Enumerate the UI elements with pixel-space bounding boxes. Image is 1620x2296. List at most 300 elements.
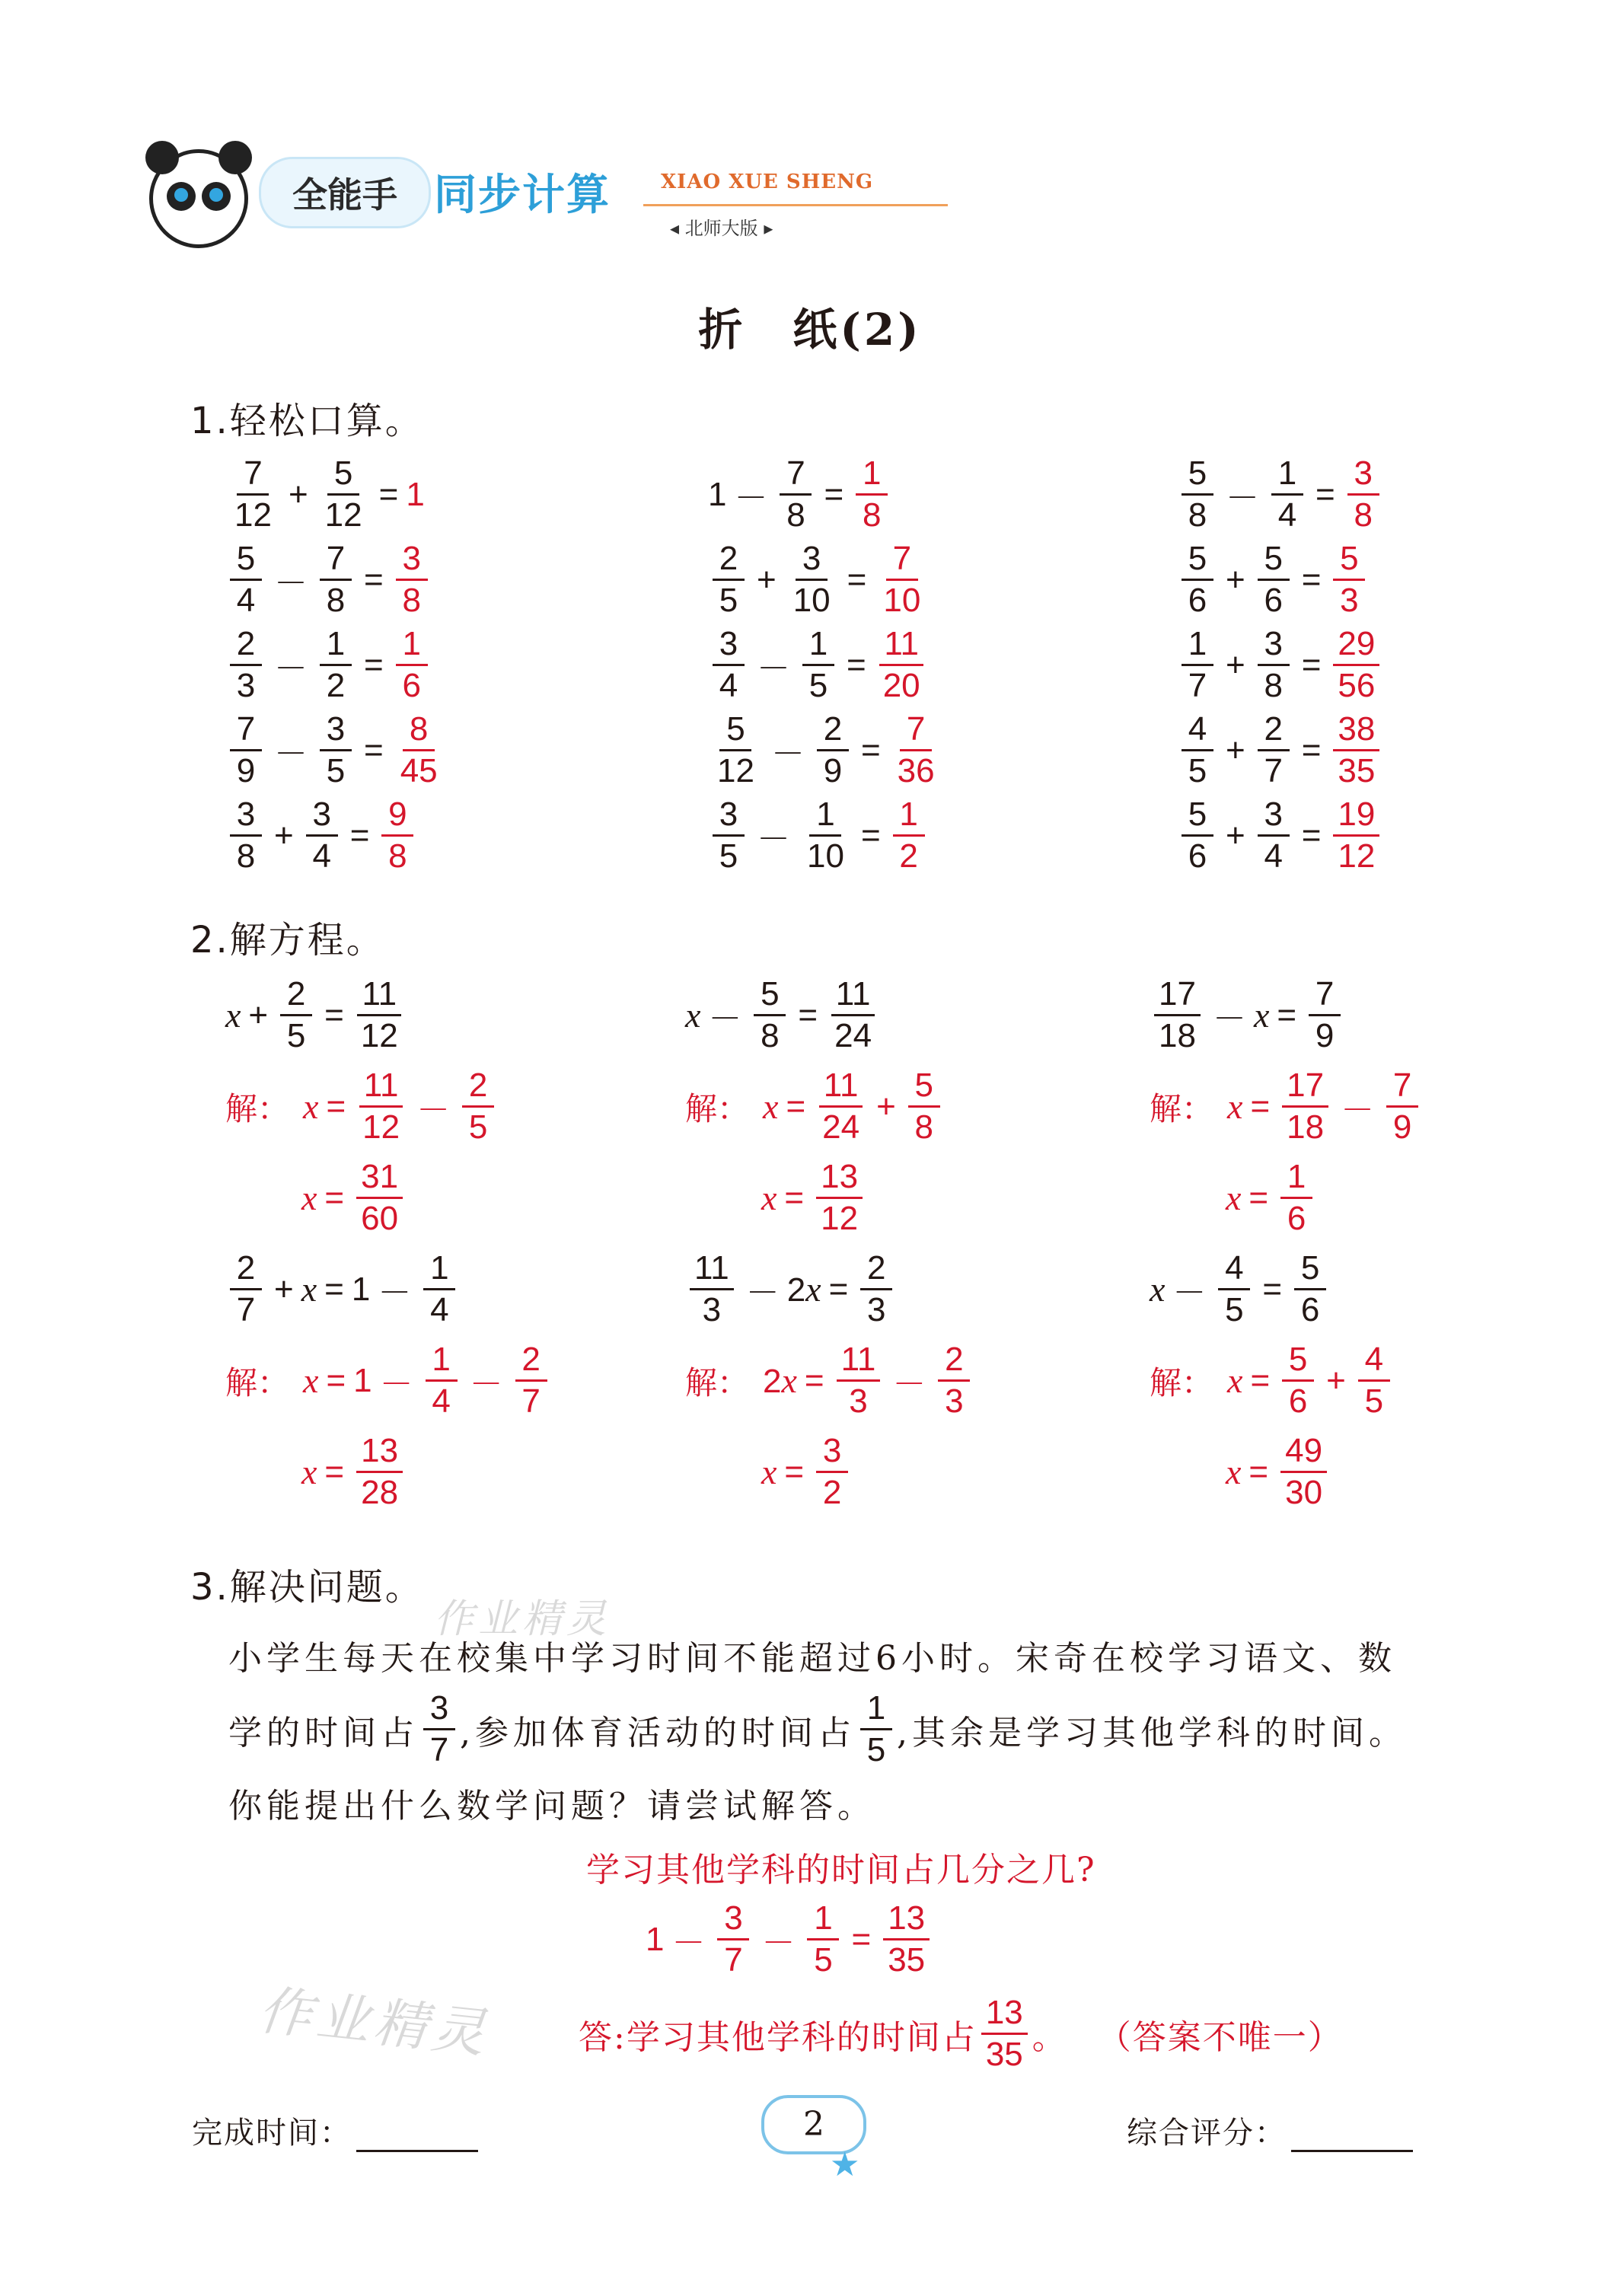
operator: － — [274, 649, 308, 687]
operator: = — [324, 1270, 344, 1308]
numerator: 3 — [1258, 798, 1290, 837]
operator: = — [1262, 1270, 1283, 1308]
numerator: 5 — [1333, 542, 1365, 581]
fraction — [280, 977, 312, 1053]
denominator: 8 — [1264, 667, 1283, 704]
problem-line-2: 学的时间占 $\frac{3}{7}$ ,参加体育活动的时间占 $\frac{1}{5}$ ,其余是学习其他学科的时间。 — [228, 1689, 1407, 1768]
fraction — [426, 1343, 458, 1418]
variable-x: x — [761, 1453, 777, 1491]
number: 1 — [353, 1361, 372, 1399]
numerator: 5 — [908, 1069, 940, 1108]
denominator: 7 — [724, 1941, 743, 1979]
operator: + — [1226, 560, 1245, 598]
numerator: 3 — [816, 1434, 848, 1473]
operator: － — [757, 820, 790, 858]
fraction — [230, 542, 262, 617]
operator: = — [798, 996, 818, 1034]
operator: － — [379, 1365, 413, 1403]
denominator: 7 — [521, 1382, 541, 1420]
denominator: 9 — [823, 752, 843, 789]
numerator: 5 — [1258, 542, 1290, 581]
operator: = — [786, 1087, 806, 1125]
answer — [396, 627, 428, 703]
fraction — [1182, 798, 1213, 873]
denominator: 3 — [945, 1382, 964, 1420]
denominator: 5 — [808, 667, 828, 704]
numerator: 1 — [423, 1252, 455, 1290]
answer — [381, 798, 413, 873]
numerator: 3 — [230, 798, 262, 837]
numerator: 11 — [819, 1069, 863, 1108]
denominator: 18 — [1159, 1017, 1196, 1054]
operator: = — [860, 816, 881, 854]
fraction — [1280, 1160, 1312, 1236]
solution-label: 解： — [225, 1089, 290, 1127]
numerator: 49 — [1280, 1434, 1327, 1473]
operator: = — [326, 1361, 346, 1399]
numerator: 31 — [356, 1160, 403, 1199]
denominator: 5 — [1225, 1291, 1244, 1328]
numerator: 3 — [1347, 457, 1379, 496]
numerator: 17 — [1282, 1069, 1328, 1108]
panda-mascot-icon — [149, 149, 248, 248]
variable-x: x — [1226, 1453, 1242, 1491]
denominator: 8 — [388, 837, 407, 875]
numerator: 7 — [780, 457, 812, 496]
operator: － — [892, 1365, 926, 1403]
variable — [1227, 1086, 1242, 1127]
denominator: 6 — [1264, 582, 1283, 619]
variable — [225, 995, 241, 1035]
denominator: 12 — [360, 1017, 398, 1054]
variable — [1150, 1269, 1165, 1309]
variable-x: x — [303, 1087, 319, 1126]
denominator: 3 — [236, 667, 256, 704]
operator: + — [1226, 731, 1245, 769]
denominator: 7 — [236, 1291, 256, 1328]
answer: 1 — [406, 475, 425, 513]
operator: = — [804, 1361, 824, 1399]
numerator: 3 — [306, 798, 338, 837]
numerator: 4 — [1218, 1252, 1250, 1290]
numerator: 9 — [381, 798, 413, 837]
denominator: 8 — [761, 1017, 780, 1054]
oral-calc-item — [225, 710, 447, 789]
numerator: 7 — [900, 713, 932, 751]
fraction — [789, 542, 835, 617]
denominator: 60 — [361, 1200, 399, 1237]
oral-calc-item — [225, 542, 432, 617]
fraction — [860, 1249, 892, 1328]
numerator: 5 — [719, 713, 751, 751]
operator: = — [1301, 560, 1322, 598]
numerator: 38 — [1333, 713, 1379, 751]
variable-x: x — [685, 996, 701, 1035]
fraction — [515, 1343, 547, 1418]
numerator: 5 — [1282, 1343, 1314, 1382]
operator: + — [1226, 816, 1245, 854]
variable — [303, 1086, 318, 1127]
variable — [1226, 1452, 1241, 1492]
denominator: 20 — [882, 667, 920, 704]
denominator: 36 — [897, 752, 935, 789]
fraction — [462, 1069, 494, 1144]
variable-x: x — [1227, 1361, 1243, 1400]
numerator: 2 — [230, 627, 262, 666]
operator: = — [1248, 1178, 1269, 1217]
numerator: 1 — [809, 798, 841, 837]
numerator: 3 — [713, 798, 745, 837]
solution-result — [301, 1160, 407, 1236]
numerator: 1 — [802, 627, 834, 666]
operator: － — [761, 1924, 796, 1962]
operator: = — [1301, 731, 1322, 769]
denominator: 12 — [717, 752, 754, 789]
answer-note: （答案不唯一） — [1097, 2017, 1343, 2057]
fraction — [423, 1249, 455, 1328]
operator: + — [757, 560, 777, 598]
page-number: 2 — [761, 2095, 866, 2154]
oral-calc-item — [225, 454, 425, 534]
fraction — [1271, 454, 1303, 534]
fraction — [802, 627, 834, 703]
solution-result — [761, 1434, 853, 1510]
fraction — [690, 1249, 734, 1328]
equation — [1150, 977, 1345, 1053]
denominator: 12 — [362, 1108, 400, 1146]
answer — [893, 710, 939, 789]
numerator: 29 — [1333, 627, 1379, 666]
numerator: 13 — [816, 1160, 863, 1199]
operator: + — [274, 1270, 294, 1308]
numerator: 5 — [754, 977, 786, 1016]
answer — [396, 710, 442, 789]
denominator: 56 — [1338, 667, 1376, 704]
number: 1 — [351, 1270, 371, 1308]
operator: － — [469, 1365, 503, 1403]
answer — [1333, 710, 1379, 789]
numerator: 13 — [356, 1434, 403, 1473]
solution-step — [225, 1343, 552, 1418]
numerator: 5 — [1182, 798, 1213, 837]
fraction — [1258, 627, 1290, 703]
numerator: 3 — [320, 713, 352, 751]
variable-x: x — [225, 996, 241, 1035]
oral-calc-item — [225, 627, 432, 703]
variable-x: x — [301, 1453, 317, 1491]
fraction — [818, 1069, 864, 1144]
fraction — [306, 798, 338, 873]
fraction — [1258, 710, 1290, 789]
coefficient: 2 — [763, 1363, 782, 1400]
fraction — [780, 454, 812, 534]
denominator: 6 — [1287, 1200, 1306, 1237]
variable — [1227, 1360, 1242, 1401]
completion-time: 完成时间： — [192, 2109, 478, 2152]
overall-score: 综合评分： — [1127, 2109, 1413, 2152]
series-logo — [434, 161, 611, 222]
variable — [761, 1178, 777, 1218]
operator: － — [1172, 1274, 1207, 1312]
variable — [303, 1360, 318, 1401]
fraction — [1182, 542, 1213, 617]
denominator: 4 — [430, 1291, 449, 1328]
numerator: 11 — [879, 627, 923, 666]
numerator: 3 — [717, 1902, 749, 1940]
operator: + — [274, 816, 294, 854]
fraction — [837, 1343, 881, 1418]
operator: － — [708, 1000, 742, 1038]
denominator: 12 — [234, 496, 272, 534]
numerator: 7 — [886, 542, 918, 581]
answer-question: 学习其他学科的时间占几分之几? — [586, 1851, 1096, 1889]
variable — [301, 1269, 317, 1309]
operator: = — [364, 731, 384, 769]
answer — [1333, 627, 1379, 703]
operator: － — [770, 735, 805, 773]
denominator: 8 — [914, 1108, 934, 1146]
oral-calc-item — [1177, 454, 1384, 534]
numerator: 8 — [403, 713, 435, 751]
fraction — [358, 1069, 404, 1144]
variable-x: x — [301, 1178, 317, 1217]
operator: = — [860, 731, 881, 769]
operator: = — [784, 1453, 805, 1491]
variable — [1254, 995, 1269, 1035]
numerator: 1 — [1182, 627, 1213, 666]
fraction — [320, 454, 367, 534]
denominator: 4 — [719, 667, 738, 704]
oral-calc-item — [708, 798, 930, 873]
answer-sentence: 答:学习其他学科的时间占 $\frac{13}{35}$ 。 （答案不唯一） — [579, 1994, 1343, 2073]
overall-score-field[interactable] — [1291, 2150, 1413, 2152]
fraction — [230, 710, 262, 789]
numerator: 2 — [1258, 713, 1290, 751]
operator: = — [1250, 1361, 1271, 1399]
fraction — [1218, 1249, 1250, 1328]
operator: = — [364, 646, 384, 684]
denominator: 10 — [883, 582, 921, 619]
fraction — [1182, 627, 1213, 703]
denominator: 8 — [862, 496, 882, 534]
pinyin-label: XIAO XUE SHENG — [661, 171, 874, 193]
fraction — [1182, 710, 1213, 789]
operator: = — [824, 475, 844, 513]
denominator: 4 — [432, 1382, 451, 1420]
equation — [685, 1249, 897, 1328]
operator: － — [745, 1274, 780, 1312]
operator: = — [1315, 475, 1335, 513]
numerator: 2 — [938, 1343, 970, 1382]
variable-x: x — [301, 1270, 317, 1309]
fraction — [230, 454, 276, 534]
numerator: 1 — [1280, 1160, 1312, 1199]
numerator: 5 — [1182, 457, 1213, 496]
fraction — [816, 1160, 863, 1236]
operator: = — [364, 560, 384, 598]
header-divider — [643, 204, 948, 206]
variable-x: x — [805, 1270, 821, 1309]
denominator: 5 — [326, 752, 346, 789]
variable-x: x — [781, 1361, 797, 1400]
numerator: 2 — [713, 542, 745, 581]
denominator: 45 — [400, 752, 438, 789]
answer — [1347, 454, 1379, 534]
denominator: 28 — [361, 1474, 399, 1511]
solution-step — [225, 1069, 499, 1144]
denominator: 6 — [1188, 837, 1207, 875]
denominator: 4 — [236, 582, 256, 619]
oral-calc-item — [225, 798, 418, 873]
oral-calc-item — [1177, 627, 1384, 703]
numerator: 11 — [357, 977, 401, 1016]
operator: + — [1326, 1361, 1346, 1399]
denominator: 3 — [867, 1291, 886, 1328]
solution-result — [301, 1434, 407, 1510]
operator: = — [1301, 646, 1322, 684]
operator: = — [1248, 1453, 1269, 1491]
operator: = — [1250, 1087, 1271, 1125]
denominator: 5 — [468, 1108, 488, 1146]
denominator: 30 — [1285, 1474, 1323, 1511]
denominator: 3 — [849, 1382, 868, 1420]
denominator: 10 — [807, 837, 844, 875]
fraction — [356, 977, 403, 1053]
denominator: 5 — [286, 1017, 306, 1054]
fraction — [807, 1899, 839, 1979]
numerator: 11 — [831, 977, 875, 1016]
oral-calc-item — [1177, 798, 1384, 873]
denominator: 3 — [1340, 582, 1359, 619]
numerator: 3 — [713, 627, 745, 666]
denominator: 5 — [719, 582, 738, 619]
numerator: 1 — [807, 1902, 839, 1940]
numerator: 3 — [396, 542, 428, 581]
solution-label: 解： — [1150, 1089, 1214, 1127]
numerator: 1 — [426, 1343, 458, 1382]
denominator: 18 — [1287, 1108, 1325, 1146]
numerator: 7 — [230, 713, 262, 751]
fraction — [320, 627, 352, 703]
numerator: 13 — [883, 1902, 930, 1940]
edition-label: ◂ 北师大版 ▸ — [670, 218, 773, 239]
numerator: 11 — [359, 1069, 403, 1108]
solution-result — [1226, 1160, 1317, 1236]
operator: － — [274, 735, 308, 773]
variable — [787, 1269, 821, 1309]
numerator: 1 — [320, 627, 352, 666]
solution-label: 解： — [685, 1089, 750, 1127]
star-icon: ★ — [830, 2145, 860, 2184]
variable-x: x — [763, 1087, 779, 1126]
fraction — [230, 627, 262, 703]
oral-calc-item — [1177, 710, 1384, 789]
variable-x: x — [761, 1178, 777, 1217]
numerator: 1 — [856, 457, 888, 496]
operator: = — [847, 560, 867, 598]
section2-heading: 2.解方程。 — [190, 919, 385, 961]
numerator: 1 — [893, 798, 925, 837]
numerator: 19 — [1333, 798, 1379, 837]
coefficient: 2 — [786, 1271, 806, 1309]
denominator: 6 — [1288, 1382, 1308, 1420]
operator: = — [828, 1270, 849, 1308]
fraction — [356, 1160, 403, 1236]
denominator: 10 — [792, 582, 831, 619]
equation — [225, 977, 407, 1053]
fraction — [1182, 454, 1213, 534]
operator: = — [1277, 996, 1297, 1034]
oral-calc-item — [708, 542, 930, 617]
variable — [301, 1178, 317, 1218]
solution-step — [1150, 1069, 1423, 1144]
denominator: 8 — [326, 582, 346, 619]
fraction — [230, 798, 262, 873]
denominator: 12 — [324, 496, 362, 534]
equation — [1150, 1249, 1331, 1328]
denominator: 8 — [786, 496, 805, 534]
operator: = — [847, 646, 866, 684]
numerator: 2 — [280, 977, 312, 1016]
denominator: 35 — [888, 1941, 926, 1979]
numerator: 4 — [1358, 1343, 1390, 1382]
operator: + — [288, 475, 308, 513]
oral-calc-item — [708, 627, 930, 703]
fraction — [1280, 1434, 1327, 1510]
fraction — [908, 1069, 940, 1144]
numerator: 1 — [1271, 457, 1303, 496]
numerator: 2 — [515, 1343, 547, 1382]
operator: － — [1341, 1091, 1375, 1129]
variable — [685, 995, 700, 1035]
fraction — [883, 1899, 930, 1979]
answer — [879, 627, 925, 703]
denominator: 35 — [1338, 752, 1376, 789]
variable — [761, 1452, 777, 1492]
fraction — [1282, 1069, 1328, 1144]
denominator: 5 — [814, 1941, 833, 1979]
solution-step — [685, 1343, 974, 1418]
operator: + — [1226, 646, 1245, 684]
denominator: 24 — [822, 1108, 860, 1146]
numerator: 3 — [796, 542, 828, 581]
operator: － — [1226, 479, 1259, 517]
completion-time-field[interactable] — [356, 2150, 478, 2152]
numerator: 5 — [327, 457, 359, 496]
equation — [225, 1249, 460, 1328]
numerator: 11 — [690, 1252, 734, 1290]
operator: = — [851, 1920, 872, 1958]
operator: － — [734, 479, 768, 517]
denominator: 9 — [1392, 1108, 1412, 1146]
denominator: 4 — [1264, 837, 1283, 875]
numerator: 2 — [462, 1069, 494, 1108]
denominator: 5 — [1364, 1382, 1384, 1420]
solution-result — [761, 1160, 867, 1236]
fraction — [1282, 1343, 1314, 1418]
operator: = — [349, 816, 370, 854]
equation — [685, 977, 881, 1053]
fraction — [817, 710, 849, 789]
denominator: 9 — [236, 752, 256, 789]
numerator: 3 — [1258, 627, 1290, 666]
solution-result — [1226, 1434, 1331, 1510]
fraction — [1294, 1249, 1326, 1328]
numerator: 7 — [320, 542, 352, 581]
denominator: 6 — [402, 667, 421, 704]
series-logo-text: 同步计算 — [434, 171, 611, 220]
variable-x: x — [1227, 1087, 1243, 1126]
